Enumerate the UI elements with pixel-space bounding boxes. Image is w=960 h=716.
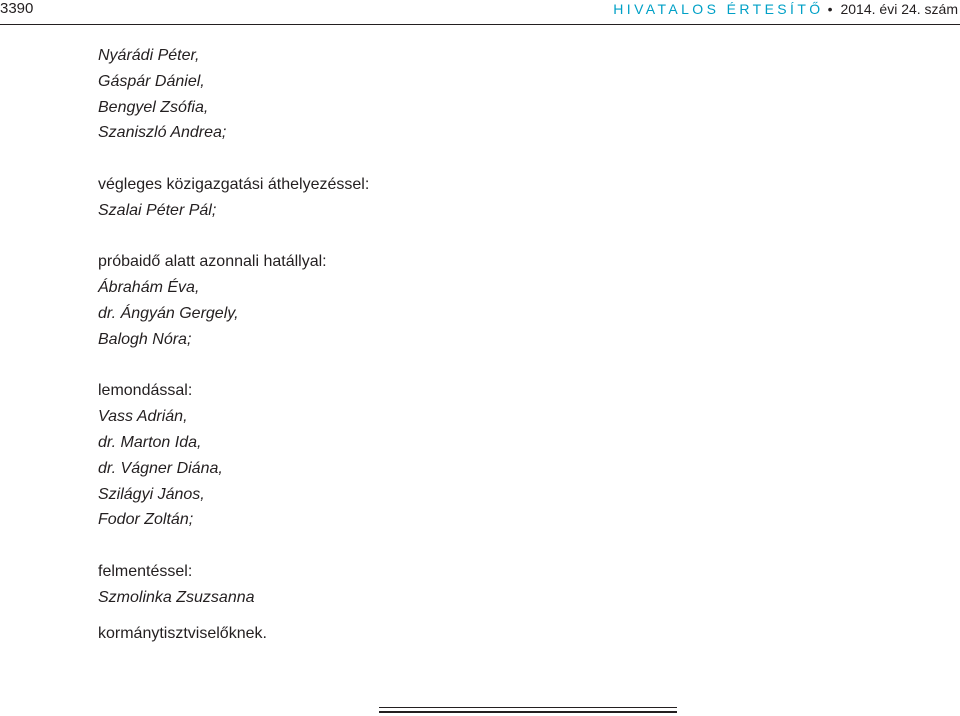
person-name: Bengyel Zsófia,	[98, 98, 209, 116]
person-name: dr. Ángyán Gergely,	[98, 304, 239, 322]
person-name: dr. Marton Ida,	[98, 433, 202, 451]
section-dismissal	[98, 559, 878, 611]
section-transfer	[98, 172, 878, 224]
issue-label: 2014. évi 24. szám	[840, 1, 958, 17]
spacer	[98, 533, 878, 559]
spacer	[98, 611, 878, 621]
section-heading: próbaidő alatt azonnali hatállyal:	[98, 253, 327, 271]
person-name: Szmolinka Zsuzsanna	[98, 588, 255, 606]
section-probation	[98, 249, 878, 352]
person-name: dr. Vágner Diána,	[98, 459, 223, 477]
person-name: Gáspár Dániel,	[98, 72, 205, 90]
running-head	[613, 1, 958, 18]
spacer	[98, 146, 878, 172]
person-name: Ábrahám Éva,	[98, 279, 200, 297]
person-name: Vass Adrián,	[98, 408, 188, 426]
person-name: Fodor Zoltán;	[98, 511, 194, 529]
person-name: Szalai Péter Pál;	[98, 201, 217, 219]
section-heading: lemondással:	[98, 382, 193, 400]
end-of-section-rule	[379, 707, 677, 713]
closing-text: kormánytisztviselőknek.	[98, 624, 267, 642]
header-rule	[0, 24, 960, 25]
section-resignation	[98, 378, 878, 533]
person-name: Szilágyi János,	[98, 485, 205, 503]
spacer	[98, 353, 878, 379]
section-continued	[98, 43, 878, 146]
spacer	[98, 224, 878, 250]
section-heading: felmentéssel:	[98, 562, 193, 580]
header-bullet: •	[827, 1, 833, 17]
document-body	[98, 43, 878, 646]
person-name: Szaniszló Andrea;	[98, 124, 227, 142]
journal-name: HIVATALOS ÉRTESÍTŐ	[613, 1, 824, 17]
person-name: Nyárádi Péter,	[98, 47, 200, 64]
page-header	[0, 0, 960, 24]
page-number: 3390	[0, 0, 34, 17]
person-name: Balogh Nóra;	[98, 330, 192, 348]
section-heading: végleges közigazgatási áthelyezéssel:	[98, 175, 370, 193]
